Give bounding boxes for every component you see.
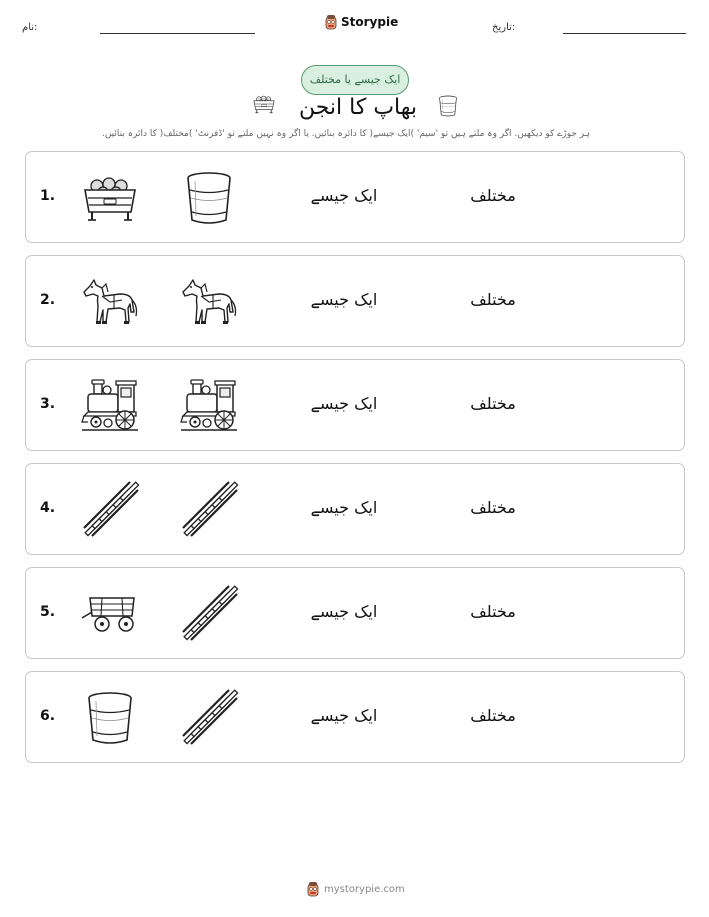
exercise-row-2 bbox=[25, 255, 685, 347]
row-number: 6. bbox=[40, 708, 56, 724]
worksheet-header bbox=[0, 0, 709, 40]
right-picture bbox=[179, 688, 239, 748]
option-different[interactable]: مختلف bbox=[470, 394, 516, 413]
option-same[interactable]: ایک جیسے bbox=[310, 706, 378, 725]
right-picture bbox=[179, 376, 239, 436]
option-different[interactable]: مختلف bbox=[470, 602, 516, 621]
right-picture bbox=[179, 480, 239, 540]
date-write-line[interactable] bbox=[563, 33, 686, 34]
horse-icon bbox=[80, 272, 140, 332]
storypie-brand bbox=[324, 13, 398, 31]
date-label: تاریخ: bbox=[492, 22, 516, 33]
page-title: بھاپ کا انجن bbox=[298, 95, 418, 120]
coal-cart-icon bbox=[80, 168, 140, 228]
name-label: نام: bbox=[22, 22, 38, 33]
exercise-row-5 bbox=[25, 567, 685, 659]
storypie-logo-icon bbox=[306, 881, 320, 897]
steam-locomotive-icon bbox=[179, 376, 239, 436]
bucket-icon bbox=[80, 688, 140, 748]
option-same[interactable]: ایک جیسے bbox=[310, 602, 378, 621]
title-block bbox=[250, 92, 460, 126]
left-picture bbox=[80, 168, 140, 228]
option-different[interactable]: مختلف bbox=[470, 498, 516, 517]
left-picture bbox=[80, 480, 140, 540]
railway-track-icon bbox=[179, 688, 239, 748]
left-picture bbox=[80, 584, 140, 644]
option-different[interactable]: مختلف bbox=[470, 706, 516, 725]
railway-track-icon bbox=[80, 480, 140, 540]
right-picture bbox=[179, 584, 239, 644]
row-number: 1. bbox=[40, 188, 56, 204]
left-picture bbox=[80, 272, 140, 332]
horse-icon bbox=[179, 272, 239, 332]
wagon-icon bbox=[80, 584, 140, 644]
bucket-icon bbox=[179, 168, 239, 228]
row-number: 4. bbox=[40, 500, 56, 516]
footer-url[interactable]: mystorypie.com bbox=[324, 883, 405, 895]
option-different[interactable]: مختلف bbox=[470, 290, 516, 309]
option-different[interactable]: مختلف bbox=[470, 186, 516, 205]
name-write-line[interactable] bbox=[100, 33, 255, 34]
row-number: 2. bbox=[40, 292, 56, 308]
left-picture bbox=[80, 376, 140, 436]
storypie-logo-icon bbox=[324, 14, 338, 30]
instructions-text: ہر جوڑے کو دیکھیں. اگر وہ ملتے ہیں تو 'سیم' )ایک جیسے( کا دائرہ بنائیں. یا اگر وہ نہیں ملتے تو 'ڈفرنٹ' )مختلف( کا دائرہ بنائیں. bbox=[101, 129, 591, 139]
steam-locomotive-icon bbox=[80, 376, 140, 436]
right-picture bbox=[179, 272, 239, 332]
worksheet-type-badge: ایک جیسے یا مختلف bbox=[301, 65, 409, 95]
railway-track-icon bbox=[179, 584, 239, 644]
option-same[interactable]: ایک جیسے bbox=[310, 394, 378, 413]
exercise-row-3 bbox=[25, 359, 685, 451]
coal-cart-icon bbox=[250, 92, 278, 116]
left-picture bbox=[80, 688, 140, 748]
brand-name: Storypie bbox=[341, 15, 399, 29]
row-number: 5. bbox=[40, 604, 56, 620]
bucket-icon bbox=[436, 92, 460, 120]
exercise-row-4 bbox=[25, 463, 685, 555]
row-number: 3. bbox=[40, 396, 56, 412]
option-same[interactable]: ایک جیسے bbox=[310, 186, 378, 205]
option-same[interactable]: ایک جیسے bbox=[310, 498, 378, 517]
option-same[interactable]: ایک جیسے bbox=[310, 290, 378, 309]
right-picture bbox=[179, 168, 239, 228]
railway-track-icon bbox=[179, 480, 239, 540]
page-footer bbox=[306, 880, 405, 898]
exercise-row-6 bbox=[25, 671, 685, 763]
exercise-row-1 bbox=[25, 151, 685, 243]
